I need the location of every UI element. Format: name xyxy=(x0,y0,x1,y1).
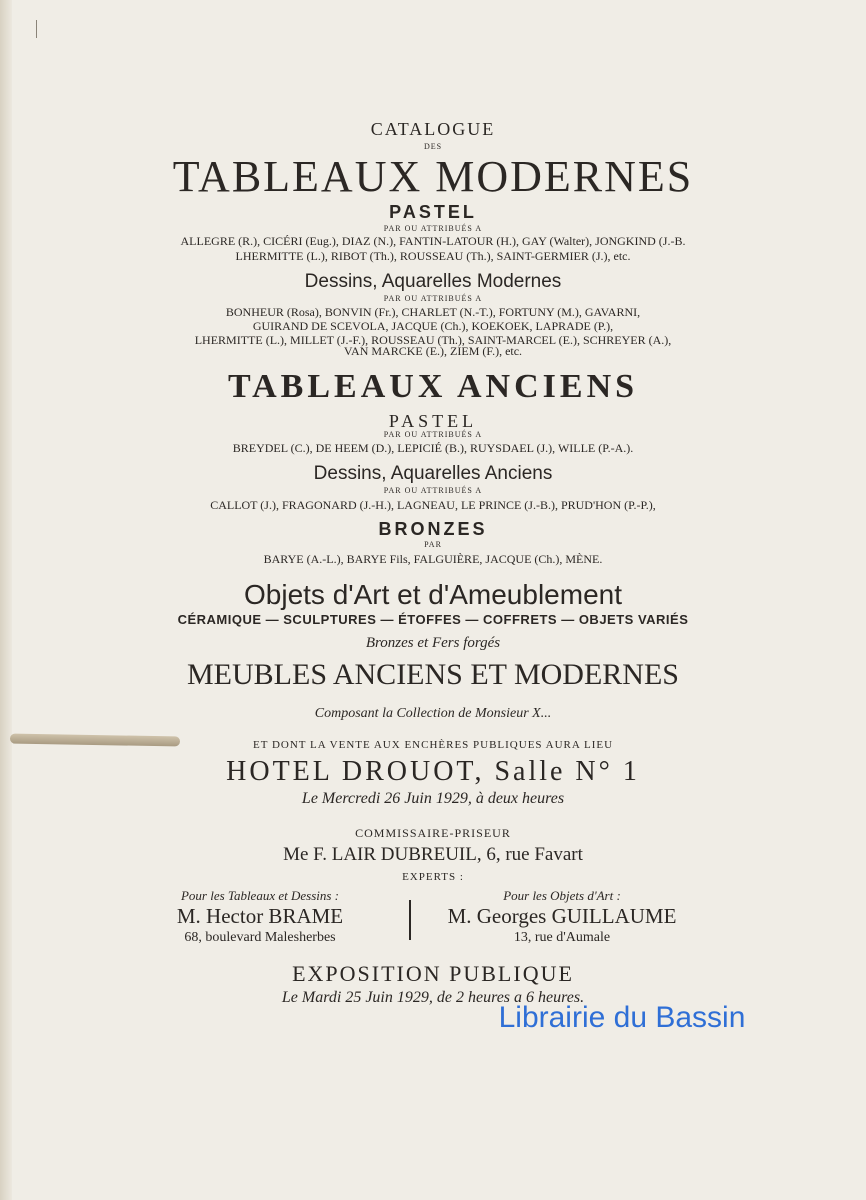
expert-right-role: Pour les Objets d'Art : xyxy=(503,888,621,903)
commissaire-label: COMMISSAIRE-PRISEUR xyxy=(355,826,511,840)
expert-left-name: M. Hector BRAME xyxy=(176,904,344,928)
collection-line: Composant la Collection de Monsieur X... xyxy=(314,706,552,721)
expert-right-name: M. Georges GUILLAUME xyxy=(447,904,677,928)
bronzes-fers-forges: Bronzes et Fers forgés xyxy=(365,635,501,651)
vente-line: ET DONT LA VENTE AUX ENCHÈRES PUBLIQUES AURA LIEU xyxy=(252,739,614,751)
catalogue-title: CATALOGUE xyxy=(370,119,496,139)
heading-meubles: MEUBLES ANCIENS ET MODERNES xyxy=(187,658,679,691)
artist-names-line: GUIRAND DE SCEVOLA, JACQUE (Ch.), KOEKOEK, LAPRADE (P.), xyxy=(252,319,614,333)
heading-objets-art: Objets d'Art et d'Ameublement xyxy=(244,579,622,610)
heading-dessins-modernes: Dessins, Aquarelles Modernes xyxy=(304,271,562,292)
artist-names-line: BONHEUR (Rosa), BONVIN (Fr.), CHARLET (N.-T.), FORTUNY (M.), GAVARNI, xyxy=(225,305,641,319)
heading-dessins-anciens: Dessins, Aquarelles Anciens xyxy=(313,463,553,484)
objets-categories: CÉRAMIQUE — SCULPTURES — ÉTOFFES — COFFRETS — OBJETS VARIÉS xyxy=(177,612,689,627)
par-label: PAR xyxy=(424,540,442,549)
artist-names-line: LHERMITTE (L.), MILLET (J.-F.), ROUSSEAU (Th.), SAINT-MARCEL (E.), SCHREYER (A.), xyxy=(194,333,672,347)
expert-left-address: 68, boulevard Malesherbes xyxy=(184,930,336,945)
attribution-label: PAR OU ATTRIBUÉS A xyxy=(383,294,483,303)
commissaire-name: Me F. LAIR DUBREUIL, 6, rue Favart xyxy=(283,844,583,865)
attribution-label: PAR OU ATTRIBUÉS A xyxy=(383,430,483,439)
exposition-heading: EXPOSITION PUBLIQUE xyxy=(292,961,574,986)
des-label: DES xyxy=(423,142,443,151)
watermark-text: Librairie du Bassin xyxy=(498,1001,746,1034)
experts-label: EXPERTS : xyxy=(402,871,464,883)
artist-names-line: VAN MARCKE (E.), ZIEM (F.), etc. xyxy=(343,344,523,358)
expert-left-role: Pour les Tableaux et Dessins : xyxy=(180,888,340,903)
attribution-label: PAR OU ATTRIBUÉS A xyxy=(383,224,483,233)
margin-mark xyxy=(36,20,37,38)
expert-right-address: 13, rue d'Aumale xyxy=(513,930,611,945)
artist-names-line: ALLEGRE (R.), CICÉRI (Eug.), DIAZ (N.), FANTIN-LATOUR (H.), GAY (Walter), JONGKIND (J.-B. xyxy=(180,234,686,248)
pastel-label-modernes: PASTEL xyxy=(389,202,477,222)
pastel-label-anciens: PASTEL xyxy=(388,411,478,431)
artist-names-line: BARYE (A.-L.), BARYE Fils, FALGUIÈRE, JACQUE (Ch.), MÈNE. xyxy=(263,552,603,566)
artist-names-line: CALLOT (J.), FRAGONARD (J.-H.), LAGNEAU, LE PRINCE (J.-B.), PRUD'HON (P.-P.), xyxy=(210,498,656,512)
heading-tableaux-anciens: TABLEAUX ANCIENS xyxy=(227,368,639,405)
sale-date: Le Mercredi 26 Juin 1929, à deux heures xyxy=(301,790,565,807)
artist-names-line: BREYDEL (C.), DE HEEM (D.), LEPICIÉ (B.), RUYSDAEL (J.), WILLE (P.-A.). xyxy=(232,441,634,455)
experts-divider xyxy=(409,900,411,940)
artist-names-line: LHERMITTE (L.), RIBOT (Th.), ROUSSEAU (Th.), SAINT-GERMIER (J.), etc. xyxy=(235,249,631,263)
exposition-date: Le Mardi 25 Juin 1929, de 2 heures a 6 heures. xyxy=(281,989,585,1006)
heading-bronzes: BRONZES xyxy=(378,519,488,539)
hotel-drouot: HOTEL DROUOT, Salle N° 1 xyxy=(226,756,640,787)
heading-tableaux-modernes: TABLEAUX MODERNES xyxy=(172,152,694,201)
attribution-label: PAR OU ATTRIBUÉS A xyxy=(383,486,483,495)
